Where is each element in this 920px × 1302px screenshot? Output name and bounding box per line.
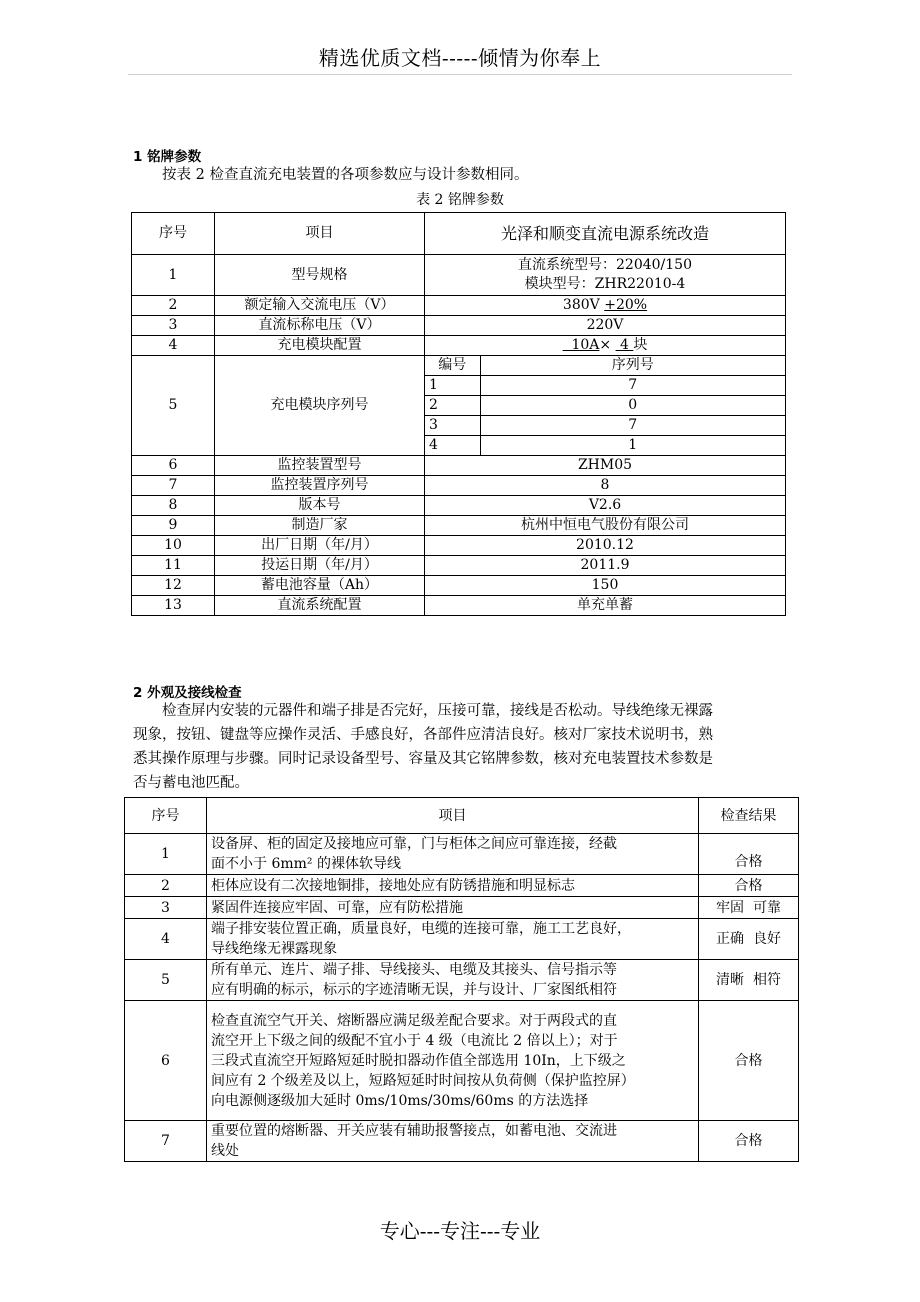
item-line: 应有明确的标示，标示的字迹清晰无误，并与设计、厂家图纸相符 <box>211 982 617 998</box>
value-part: 4 <box>615 337 634 353</box>
col-header-result: 检查结果 <box>699 798 799 834</box>
row-value-line: 直流系统型号：22040/150 <box>518 257 692 273</box>
row-no: 4 <box>132 336 215 356</box>
table-row <box>125 897 799 919</box>
sub-row-no: 2 <box>425 396 480 416</box>
row-no: 10 <box>132 536 215 556</box>
row-value <box>425 336 786 356</box>
row-value: 2010.12 <box>425 536 786 556</box>
row-item: 直流标称电压（V） <box>215 316 425 336</box>
row-value: 单充单蓄 <box>425 596 786 616</box>
section-1-heading: 1 铭牌参数 <box>133 149 202 165</box>
value-part: 10A <box>562 337 600 353</box>
col-header-no: 序号 <box>132 213 215 255</box>
table-row <box>132 456 786 476</box>
col-header-no: 序号 <box>125 798 207 834</box>
row-value: V2.6 <box>425 496 786 516</box>
item-line: 重要位置的熔断器、开关应装有辅助报警接点，如蓄电池、交流进 <box>211 1123 617 1139</box>
row-value: 杭州中恒电气股份有限公司 <box>425 516 786 536</box>
item-line: 设备屏、柜的固定及接地应可靠，门与柜体之间应可靠连接，经截 <box>211 836 617 852</box>
sub-row-serial: 7 <box>480 416 785 436</box>
section-2-para-line: 否与蓄电池匹配。 <box>133 775 249 791</box>
row-no: 5 <box>132 356 215 456</box>
value-part: +20% <box>604 297 648 313</box>
row-value <box>425 255 786 296</box>
item-line: 导线绝缘无裸露现象 <box>211 941 337 957</box>
section-1-intro: 按表 2 检查直流充电装置的各项参数应与设计参数相同。 <box>162 167 529 183</box>
row-no: 8 <box>132 496 215 516</box>
row-no: 5 <box>125 960 207 1001</box>
row-item <box>207 1121 699 1162</box>
value-part: × <box>599 337 616 353</box>
sub-row-serial: 1 <box>628 437 638 453</box>
row-no: 12 <box>132 576 215 596</box>
row-result: 合格 <box>699 875 799 897</box>
page-header: 精选优质文档-----倾情为你奉上 <box>318 46 602 70</box>
row-item: 出厂日期（年/月） <box>215 536 425 556</box>
item-line: 所有单元、连片、端子排、导线接头、电缆及其接头、信号指示等 <box>211 962 617 978</box>
row-result: 合格 <box>699 1001 799 1121</box>
value-part: 块 <box>633 337 648 353</box>
item-line: 线处 <box>211 1143 239 1159</box>
row-result: 合格 <box>699 1121 799 1162</box>
row-item <box>207 834 699 875</box>
item-line: 向电源侧逐级加大延时 0ms/10ms/30ms/60ms 的方法选择 <box>211 1092 589 1109</box>
table-row <box>132 316 786 336</box>
row-no: 6 <box>125 1001 207 1121</box>
table-row <box>125 919 799 960</box>
row-result: 合格 <box>699 834 799 875</box>
row-value: 220V <box>425 316 786 336</box>
table-row <box>132 576 786 596</box>
section-2-para-line: 现象，按钮、键盘等应操作灵活、手感良好，各部件应清洁良好。核对厂家技术说明书，熟 <box>133 727 713 743</box>
item-line: 三段式直流空开短路短延时脱扣器动作值全部选用 10In，上下级之 <box>211 1052 626 1069</box>
table-row <box>125 834 799 875</box>
nameplate-table <box>131 212 786 616</box>
item-line: 柜体应设有二次接地铜排，接地处应有防锈措施和明显标志 <box>211 877 575 894</box>
row-item <box>207 1001 699 1121</box>
sub-header-no: 编号 <box>425 356 480 376</box>
sub-header-serial: 序列号 <box>480 356 785 376</box>
col-header-project: 光泽和顺变直流电源系统改造 <box>425 213 786 255</box>
item-line: 端子排安装位置正确，质量良好，电缆的连接可靠，施工工艺良好， <box>211 921 631 937</box>
item-line: 检查直流空气开关、熔断器应满足级差配合要求。对于两段式的直 <box>211 1012 617 1029</box>
row-value: 8 <box>425 476 786 496</box>
section-2-para-line: 检查屏内安装的元器件和端子排是否完好，压接可靠，接线是否松动。导线绝缘无裸露 <box>162 703 713 719</box>
row-result: 清晰 相符 <box>699 960 799 1001</box>
table-row <box>132 596 786 616</box>
table-row <box>132 516 786 536</box>
row-item: 监控装置序列号 <box>215 476 425 496</box>
table-row <box>132 296 786 316</box>
row-no: 6 <box>132 456 215 476</box>
row-no: 1 <box>125 834 207 875</box>
row-item: 监控装置型号 <box>215 456 425 476</box>
value-part: 380V <box>562 297 605 313</box>
item-line: 面不小于 6mm² 的裸体软导线 <box>211 856 401 872</box>
row-item: 型号规格 <box>215 255 425 296</box>
row-no: 3 <box>125 897 207 919</box>
table-header-row <box>132 213 786 255</box>
table-row <box>132 496 786 516</box>
table-row <box>132 476 786 496</box>
section-2-heading: 2 外观及接线检查 <box>133 685 242 701</box>
row-item: 额定输入交流电压（V） <box>215 296 425 316</box>
table-row <box>132 556 786 576</box>
serial-subtable <box>425 356 785 455</box>
row-item <box>207 875 699 897</box>
row-item: 充电模块配置 <box>215 336 425 356</box>
row-no: 2 <box>125 875 207 897</box>
page-footer: 专心---专注---专业 <box>379 1219 541 1243</box>
item-line: 间应有 2 个级差及以上，短路短延时时间按从负荷侧（保护监控屏） <box>211 1072 635 1089</box>
table-row <box>132 356 786 456</box>
inspection-table <box>124 797 799 1162</box>
item-line: 紧固件连接应牢固、可靠，应有防松措施 <box>211 899 463 916</box>
table-row <box>125 960 799 1001</box>
row-item: 制造厂家 <box>215 516 425 536</box>
row-no: 3 <box>132 316 215 336</box>
row-item <box>207 897 699 919</box>
row-result: 正确 良好 <box>699 919 799 960</box>
row-value: ZHM05 <box>425 456 786 476</box>
row-no: 11 <box>132 556 215 576</box>
sub-row-serial: 0 <box>480 396 785 416</box>
sub-row-no: 1 <box>425 376 480 396</box>
row-no: 4 <box>125 919 207 960</box>
table-row <box>125 1001 799 1121</box>
header-rule <box>128 74 792 75</box>
row-item: 直流系统配置 <box>215 596 425 616</box>
table-2-caption: 表 2 铭牌参数 <box>416 192 504 208</box>
row-value-line: 模块型号：ZHR22010-4 <box>524 276 686 292</box>
sub-row-no: 4 <box>425 436 480 456</box>
row-item <box>207 960 699 1001</box>
row-result: 牢固 可靠 <box>699 897 799 919</box>
col-header-item: 项目 <box>215 213 425 255</box>
sub-row-no: 3 <box>425 416 480 436</box>
row-no: 2 <box>132 296 215 316</box>
row-item: 蓄电池容量（Ah） <box>215 576 425 596</box>
row-value <box>425 296 786 316</box>
sub-row-serial: 7 <box>480 376 785 396</box>
table-header-row <box>125 798 799 834</box>
serial-subtable-cell <box>425 356 786 456</box>
row-value: 2011.9 <box>425 556 786 576</box>
row-no: 9 <box>132 516 215 536</box>
item-line: 流空开上下级之间的级配不宜小于 4 级（电流比 2 倍以上）；对于 <box>211 1032 618 1049</box>
row-item: 版本号 <box>215 496 425 516</box>
row-item: 充电模块序列号 <box>215 356 425 456</box>
table-row <box>132 255 786 296</box>
row-no: 7 <box>125 1121 207 1162</box>
section-2-para-line: 悉其操作原理与步骤。同时记录设备型号、容量及其它铭牌参数，核对充电装置技术参数是 <box>133 751 713 767</box>
table-row <box>132 336 786 356</box>
col-header-item: 项目 <box>207 798 699 834</box>
table-row <box>125 1121 799 1162</box>
row-item <box>207 919 699 960</box>
row-no: 13 <box>132 596 215 616</box>
table-row <box>132 536 786 556</box>
row-item: 投运日期（年/月） <box>215 556 425 576</box>
table-row <box>125 875 799 897</box>
row-value: 150 <box>425 576 786 596</box>
row-no: 7 <box>132 476 215 496</box>
row-no: 1 <box>132 255 215 296</box>
